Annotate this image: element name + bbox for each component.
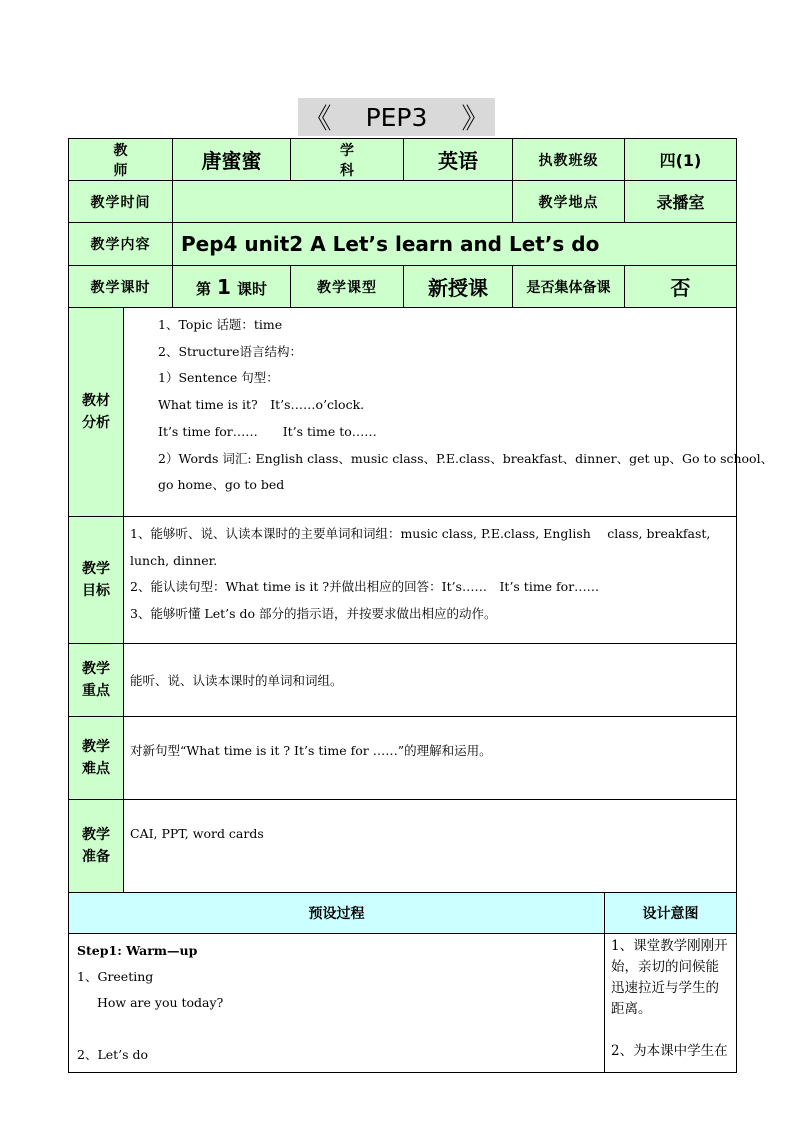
period-suffix: 课时 <box>236 279 267 298</box>
content-value: Pep4 unit2 A Let’s learn and Let’s do <box>173 223 737 266</box>
teacher-label: 教 师 <box>69 139 173 181</box>
class-value: 四(1) <box>625 139 737 181</box>
difficulties-content: 对新句型“What time is it ? It’s time for ……”的理解和运用。 <box>124 717 737 800</box>
intent-line: 1、课堂教学刚刚开 <box>611 938 728 954</box>
title-close-bracket: 》 <box>461 102 490 135</box>
preparation-label <box>69 800 124 893</box>
intent-line: 始，亲切的问候能 <box>611 959 719 975</box>
document-title <box>298 98 495 136</box>
content-label: 教学内容 <box>69 223 173 266</box>
process-line: 2、Let’s do <box>77 1047 149 1062</box>
period-value <box>173 266 291 308</box>
intent-content <box>605 934 737 1073</box>
analysis-line: 1）Sentence 句型： <box>158 370 279 386</box>
subject-value: 英语 <box>404 139 513 181</box>
process-line: 1、Greeting <box>77 969 154 984</box>
process-table <box>68 892 737 1073</box>
class-label: 执教班级 <box>513 139 625 181</box>
keypoints-label-line-2: 重点 <box>82 683 110 699</box>
type-value: 新授课 <box>404 266 513 308</box>
objectives-line: 1、能够听、说、认读本课时的主要单词和词组：music class, P.E.class, English class, breakfast, <box>130 526 711 541</box>
period-number: 1 <box>217 274 231 299</box>
time-label: 教学时间 <box>69 181 173 223</box>
place-label: 教学地点 <box>513 181 625 223</box>
difficulties-label <box>69 717 124 800</box>
title-open-bracket: 《 <box>303 102 332 135</box>
analysis-line: go home、go to bed <box>158 477 285 493</box>
objectives-content <box>124 517 737 644</box>
intent-line: 迅速拉近与学生的 <box>611 980 719 996</box>
lesson-info-table <box>68 138 737 308</box>
objectives-label <box>69 517 124 644</box>
time-value <box>173 181 513 223</box>
objectives-line: 2、能认读句型：What time is it ?并做出相应的回答：It’s…… It’s time for…… <box>130 579 600 595</box>
process-content <box>69 934 605 1073</box>
type-label: 教学课型 <box>291 266 404 308</box>
difficulties-label-line-2: 难点 <box>82 761 110 777</box>
preparation-content: CAI, PPT, word cards <box>124 800 737 893</box>
period-prefix: 第 <box>196 279 212 298</box>
analysis-label-line-1: 教材 <box>82 393 110 409</box>
keypoints-label-line-1: 教学 <box>82 661 110 677</box>
teacher-value: 唐蜜蜜 <box>173 139 291 181</box>
analysis-label <box>69 308 124 517</box>
intent-line: 距离。 <box>611 1001 652 1017</box>
analysis-label-line-2: 分析 <box>82 415 110 431</box>
objectives-line: lunch, dinner. <box>130 552 218 568</box>
process-header: 预设过程 <box>69 893 605 934</box>
intent-line: 2、为本课中学生在 <box>611 1043 728 1059</box>
process-line <box>77 1016 596 1042</box>
analysis-line: 2、Structure语言结构： <box>158 343 303 359</box>
period-label: 教学课时 <box>69 266 173 308</box>
subject-label: 学 科 <box>291 139 404 181</box>
title-text: PEP3 <box>365 102 428 132</box>
analysis-line: 1、Topic 话题：time <box>158 317 283 332</box>
analysis-line: It’s time for…… It’s time to…… <box>158 423 377 439</box>
intent-header: 设计意图 <box>605 893 737 934</box>
keypoints-label <box>69 644 124 717</box>
preparation-label-line-2: 准备 <box>82 849 110 865</box>
process-line: How are you today? <box>97 995 224 1010</box>
analysis-line: 2）Words 词汇: English class、music class、P.E.class、breakfast、dinner、get up、Go to school、 <box>158 450 774 466</box>
lesson-detail-table <box>68 307 774 893</box>
preparation-label-line-1: 教学 <box>82 827 110 843</box>
objectives-label-line-2: 目标 <box>82 583 110 599</box>
analysis-content <box>124 308 774 517</box>
keypoints-content: 能听、说、认读本课时的单词和词组。 <box>124 644 737 717</box>
collective-label: 是否集体备课 <box>513 266 625 308</box>
place-value: 录播室 <box>625 181 737 223</box>
difficulties-label-line-1: 教学 <box>82 739 110 755</box>
analysis-line: What time is it? It’s……o’clock. <box>158 397 365 413</box>
collective-value: 否 <box>625 266 737 308</box>
objectives-line: 3、能够听懂 Let’s do 部分的指示语，并按要求做出相应的动作。 <box>130 606 497 622</box>
objectives-label-line-1: 教学 <box>82 561 110 577</box>
process-step-title: Step1: Warm—up <box>77 943 198 958</box>
intent-line <box>611 1020 730 1041</box>
